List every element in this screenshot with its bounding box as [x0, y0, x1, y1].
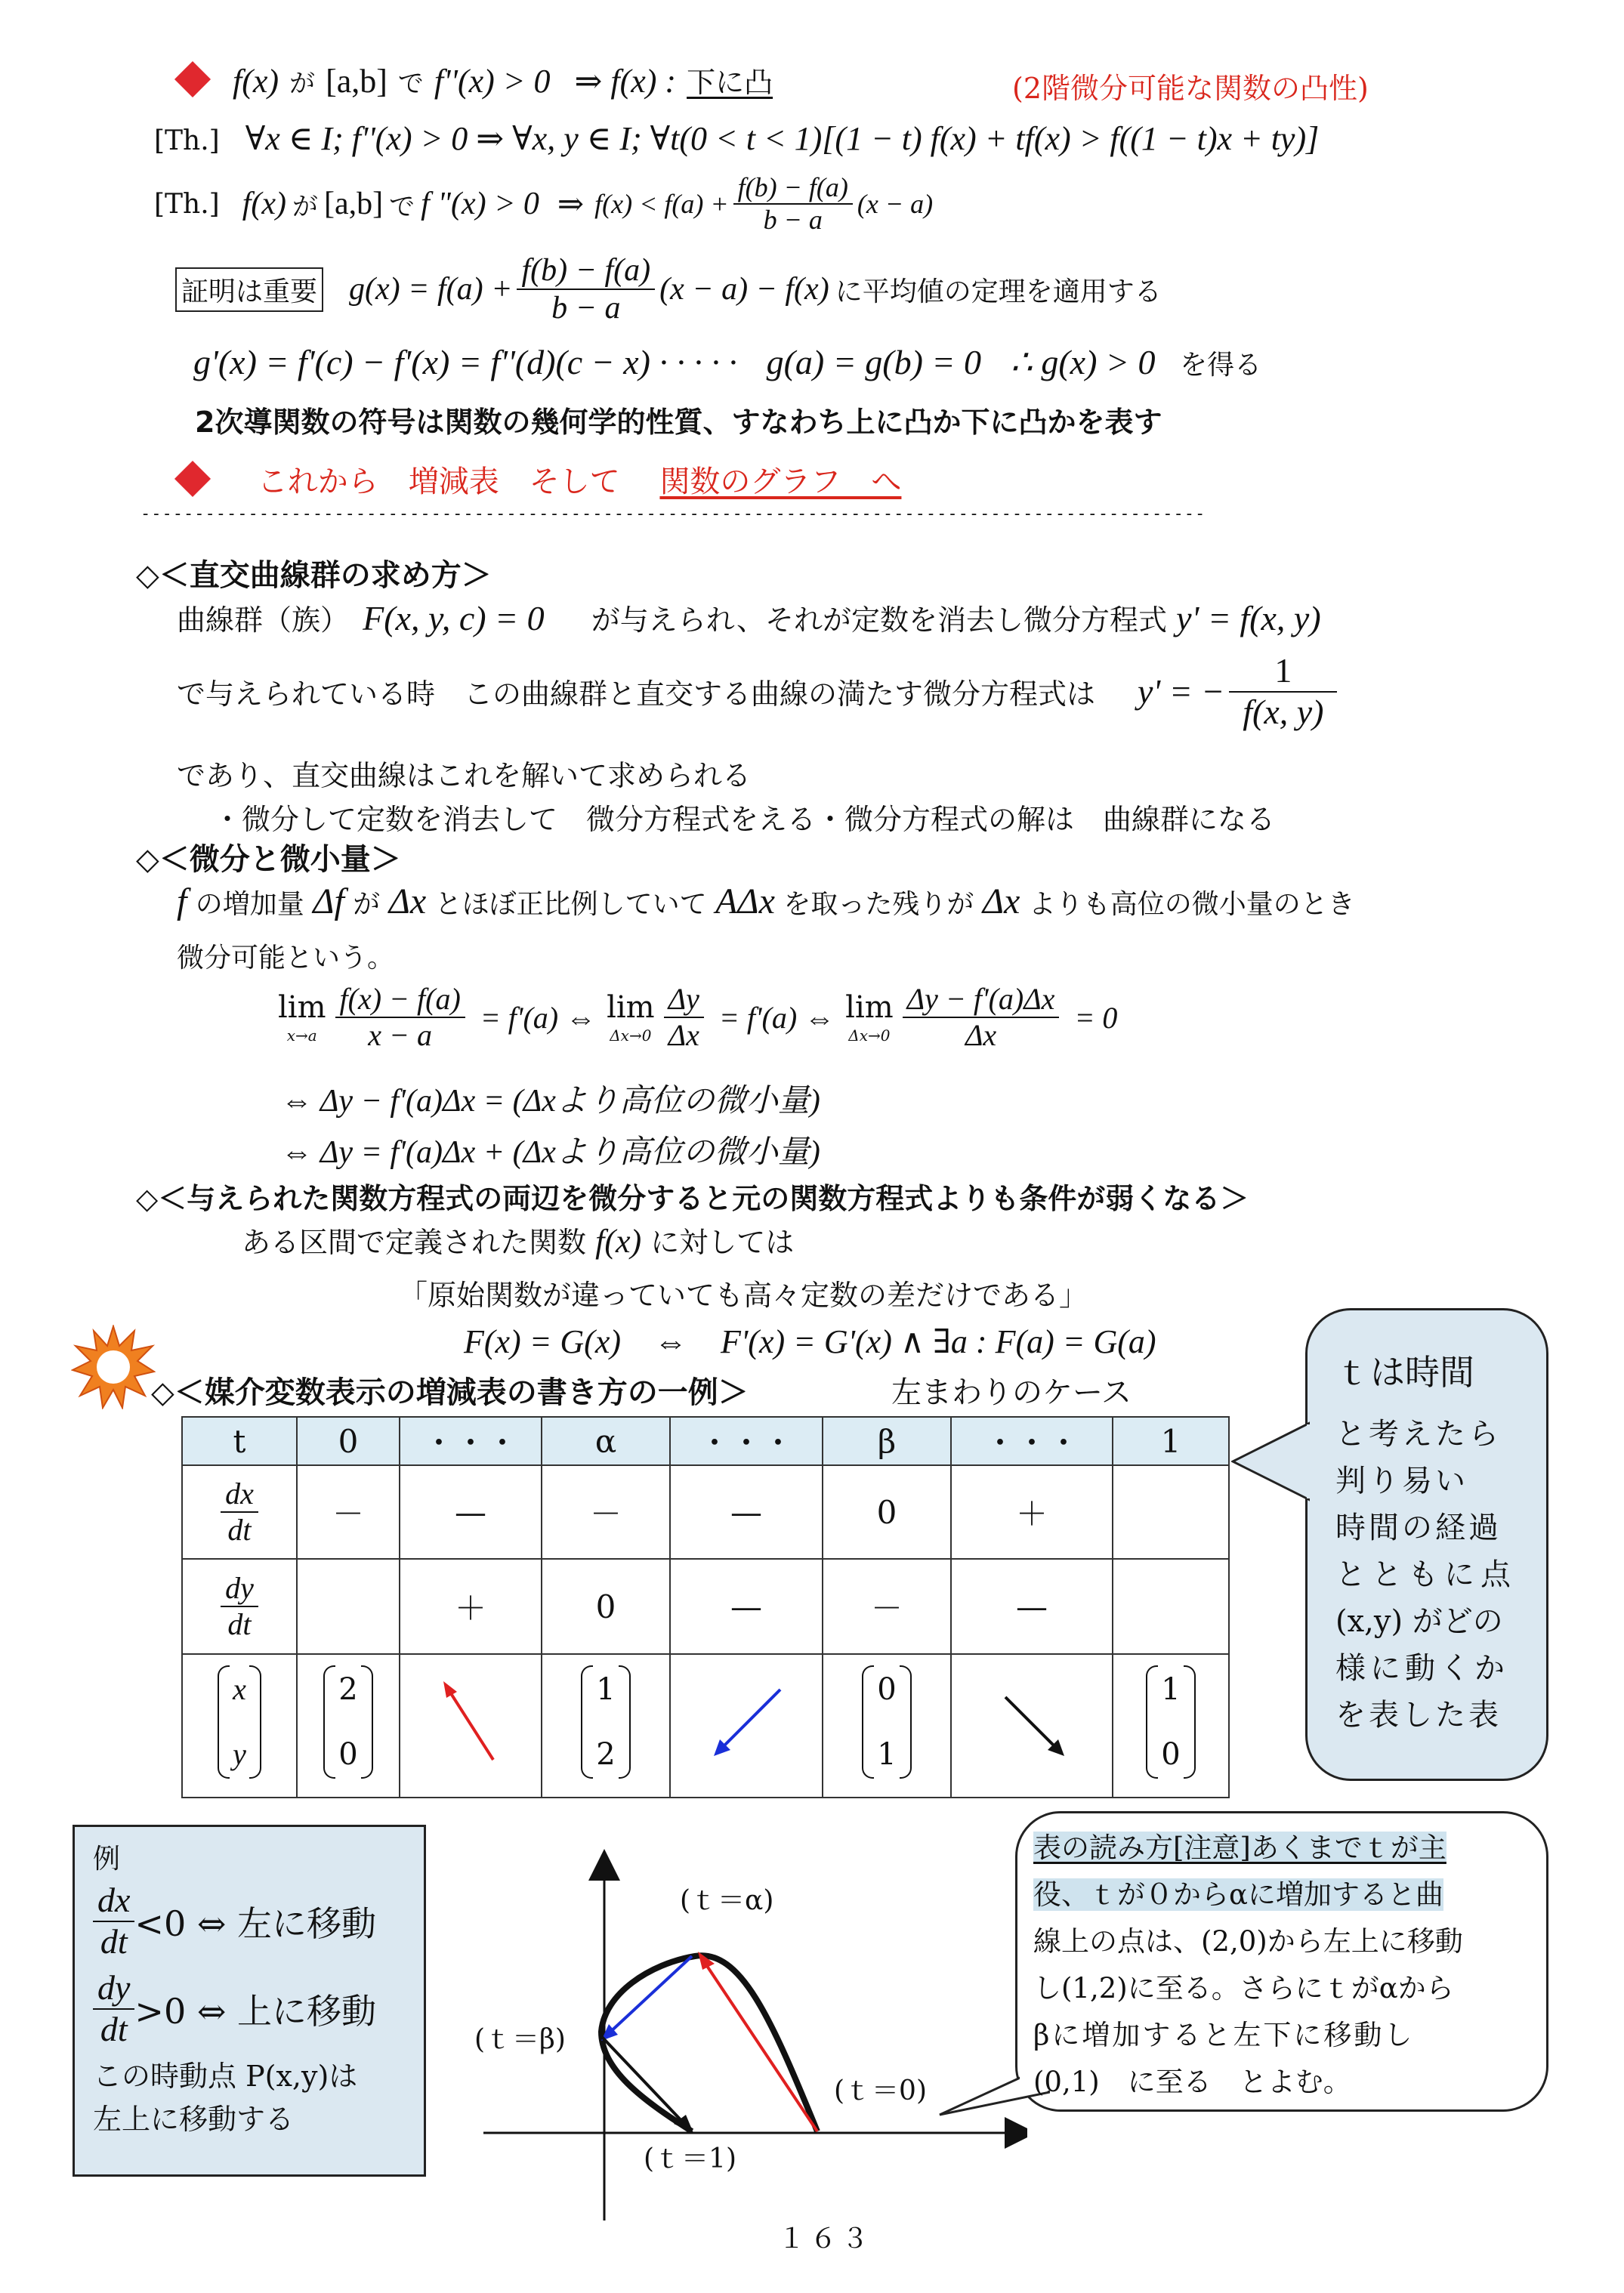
a-delta-x: AΔx	[715, 881, 775, 921]
reading-line: βに増加すると左下に移動し	[1033, 2019, 1415, 2051]
ortho-line-1	[177, 597, 1321, 638]
curve	[601, 1955, 817, 2131]
header-cell: 1	[1113, 1417, 1229, 1465]
time-bubble-text	[1335, 1349, 1517, 1739]
remainder-ratio: $\frac{\Delta y - f'(a)\Delta x}{\Delta x}$	[903, 982, 1060, 1053]
table-cell: 0	[542, 1559, 670, 1654]
red-chord-arrow	[702, 1959, 817, 2131]
dydt-label: $\frac{dy}{dt}$	[182, 1559, 297, 1654]
funceq-heading: ◇＜与えられた関数方程式の両辺を微分すると元の関数方程式よりも条件が弱くなる＞	[136, 1182, 1249, 1215]
point-t1: 1 0	[1113, 1654, 1229, 1798]
point-talpha: 1 2	[542, 1654, 670, 1798]
second-derivative-meaning: 2次導関数の符号は関数の幾何学的性質、すなわち上に凸か下に凸かを表す	[195, 406, 1162, 439]
bubble-line: 様に動くか	[1335, 1651, 1509, 1686]
bubble-line: 判り易い	[1335, 1464, 1468, 1498]
ortho-line-1-text: が与えられ、それが定数を消去し微分方程式	[591, 603, 1167, 637]
implies: ⇒	[557, 187, 585, 223]
ortho-heading: ◇＜直交曲線群の求め方＞	[136, 558, 492, 593]
second-derivative-condition: f "(x) > 0	[421, 187, 539, 222]
proportional: とほぼ正比例していて	[434, 889, 707, 920]
next-topics-text: これから 増減表 そして	[257, 464, 650, 499]
diff-line-4: ⇔ Δy − f'(a)Δx = (Δxより高位の微小量)	[281, 1084, 820, 1119]
arrow-down-right-icon	[951, 1654, 1113, 1798]
arrow-up-left-icon	[400, 1654, 542, 1798]
equals-fprime: = f'(a) ⇔	[718, 1000, 835, 1035]
diff-line-2: 微分可能という。	[177, 943, 395, 974]
g-endpoints: g(a) = g(b) = 0	[766, 343, 981, 381]
table-cell: －	[297, 1465, 400, 1559]
example-title: 例	[93, 1844, 121, 1875]
interval: [a,b]	[326, 63, 387, 100]
bubble-line: ｔは時間	[1335, 1352, 1474, 1393]
page-number: １６３	[778, 2224, 874, 2254]
table-cell	[297, 1559, 400, 1654]
next-topics	[180, 458, 901, 501]
black-chord-arrow	[601, 2036, 686, 2125]
theorem-label: [Th.]	[154, 125, 220, 156]
de: で	[389, 191, 415, 222]
header-cell: ・・・	[400, 1417, 542, 1465]
next-graph-link: 関数のグラフ へ	[659, 464, 902, 499]
starburst-icon	[71, 1325, 156, 1409]
param-heading: ◇＜媒介変数表示の増減表の書き方の一例＞	[151, 1375, 749, 1410]
diamond-bullet-icon	[174, 61, 211, 97]
label-t-alpha: (ｔ＝α)	[680, 1885, 774, 1916]
theorem-label: [Th.]	[154, 188, 220, 220]
equals-fprime: = f'(a) ⇔	[480, 1000, 597, 1035]
table-cell: ＋	[951, 1465, 1113, 1559]
table-cell	[1113, 1559, 1229, 1654]
label-t-beta: (ｔ＝β)	[474, 2024, 566, 2055]
label-t-zero: (ｔ＝0)	[834, 2075, 927, 2106]
g-slope: $\frac{f(b) - f(a)}{b - a}$	[517, 252, 655, 327]
header-cell: 0	[297, 1417, 400, 1465]
curve-family: 曲線群（族）	[177, 603, 350, 637]
table-row-dxdt	[182, 1465, 1229, 1559]
delta-ratio: $\frac{\Delta y}{\Delta x}$	[664, 982, 704, 1053]
header-cell: t	[182, 1417, 297, 1465]
diff-line-1	[177, 881, 1355, 922]
interval: [a,b]	[324, 187, 384, 222]
table-cell: —	[670, 1559, 823, 1654]
example-line-4: 左上に移動する	[93, 2102, 295, 2136]
limit-3: lim Δx→0	[845, 990, 894, 1045]
de: で	[397, 69, 424, 99]
apply-mvt: に平均値の定理を適用する	[835, 276, 1162, 307]
header-cell: α	[542, 1417, 670, 1465]
convex-down: 下に凸	[687, 66, 773, 99]
table-row-dydt	[182, 1559, 1229, 1654]
funceq-line-3: F(x) = G(x) ⇔ F'(x) = G'(x) ∧ ∃a : F(a) = G(a)	[464, 1323, 1156, 1360]
example-dy: $\frac{dy}{dt}$ >0 ⇔ 上に移動	[93, 1968, 424, 2050]
proof-line	[175, 252, 1162, 327]
g-definition: g(x) = f(a) +	[349, 272, 513, 307]
table-cell: ＋	[400, 1559, 542, 1654]
param-case: 左まわりのケース	[891, 1375, 1132, 1410]
point-t0: 2 0	[297, 1654, 400, 1798]
convexity-line	[180, 59, 773, 100]
chord-slope: $\frac{f(b) - f(a)}{b - a}$	[733, 172, 853, 236]
diffeq: y' = f(x, y)	[1176, 599, 1321, 637]
dashed-separator: ---------------------------------------------------------------------------------------------------	[140, 505, 1206, 523]
f-symbol: f	[177, 881, 187, 921]
table-cell: —	[400, 1465, 542, 1559]
diff-heading: ◇＜微分と微小量＞	[136, 842, 401, 877]
fx: f(x)	[595, 1223, 642, 1260]
ortho-line-3: であり、直交曲線はこれを解いて求められる	[177, 759, 752, 792]
ortho-line-2	[177, 651, 1341, 733]
ga: が	[292, 191, 319, 222]
delta-x: Δx	[982, 881, 1020, 921]
table-cell: 0	[823, 1465, 951, 1559]
parametric-increase-table	[181, 1416, 1230, 1798]
limit-2: lim Δx→0	[607, 990, 655, 1045]
table-row-point	[182, 1654, 1229, 1798]
obtain: を得る	[1180, 350, 1262, 381]
reading-line: 線上の点は、(2,0)から左上に移動	[1033, 1925, 1463, 1958]
bubble-line: とともに点	[1335, 1557, 1517, 1592]
ga: が	[353, 889, 381, 920]
reading-note-text	[1033, 1825, 1463, 2106]
limit-1: lim x→a	[278, 990, 326, 1045]
remainder: を取った残りが	[783, 889, 974, 920]
diamond-bullet-icon	[174, 461, 211, 497]
dy-relation: >0 ⇔ 上に移動	[134, 1990, 377, 2032]
bubble-line: 時間の経過	[1335, 1511, 1502, 1545]
limit-equivalence	[278, 982, 1117, 1053]
ortho-diffeq-lhs: y' = −	[1138, 672, 1225, 711]
chord-lhs: f(x) < f(a) +	[594, 189, 729, 220]
interval-function: ある区間で定義された関数	[242, 1226, 587, 1259]
funceq-line-1	[242, 1219, 794, 1261]
diff-line-5: ⇔ Δy = f'(a)Δx + (Δxより高位の微小量)	[281, 1135, 820, 1170]
equals-zero: = 0	[1074, 1000, 1118, 1035]
higher-order: よりも高位の微小量のとき	[1028, 889, 1355, 920]
second-derivative-condition: f''(x) > 0	[434, 63, 551, 100]
fx: f(x)	[233, 63, 279, 100]
bubble-pointer	[1231, 1420, 1310, 1503]
funceq-line-2: 「原始関数が違っていても高々定数の差だけである」	[399, 1279, 1088, 1312]
increment: の増加量	[195, 889, 304, 920]
reading-line: 役、ｔが０からαに増加すると曲	[1033, 1878, 1443, 1911]
header-cell: ・・・	[670, 1417, 823, 1465]
g-positive: ∴ g(x) > 0	[1010, 343, 1156, 381]
g-prime: g'(x) = f'(c) − f'(x) = f''(d)(c − x) · · · · ·	[193, 343, 737, 381]
arrow-down-left-icon	[670, 1654, 823, 1798]
family-equation: F(x, y, c) = 0	[363, 599, 545, 637]
delta-x: Δx	[388, 881, 427, 921]
fx: f(x)	[242, 187, 287, 222]
g-rest: (x − a) − f(x)	[659, 272, 829, 307]
table-cell: －	[823, 1559, 951, 1654]
table-cell: —	[951, 1559, 1113, 1654]
dx-relation: <0 ⇔ 左に移動	[134, 1903, 377, 1944]
difference-quotient: $\frac{f(x) - f(a)}{x - a}$	[335, 982, 465, 1053]
implies-fx: ⇒ f(x) :	[574, 63, 677, 100]
reading-line: し(1,2)に至る。さらにｔがαから	[1033, 1972, 1454, 2004]
table-header-row	[182, 1417, 1229, 1465]
dxdt-label: $\frac{dx}{dt}$	[182, 1465, 297, 1559]
theorem-1	[154, 119, 1319, 158]
ga: が	[289, 69, 316, 99]
point-tbeta: 0 1	[823, 1654, 951, 1798]
theorem-2	[154, 172, 933, 236]
convexity-note: (2階微分可能な関数の凸性)	[1012, 72, 1369, 105]
chord-factor: (x − a)	[857, 189, 934, 220]
label-t-one: (ｔ＝1)	[644, 2143, 736, 2174]
header-cell: ・・・	[951, 1417, 1113, 1465]
delta-f: Δf	[313, 881, 344, 921]
table-cell: —	[670, 1465, 823, 1559]
example-line-3: この時動点 P(x,y)は	[93, 2059, 358, 2093]
bubble-line: を表した表	[1335, 1698, 1502, 1733]
ortho-line-2-text: で与えられている時 この曲線群と直交する曲線の満たす微分方程式は	[177, 677, 1096, 711]
bubble-line: と考えたら	[1335, 1417, 1502, 1452]
proof-important-box: 証明は重要	[175, 267, 323, 312]
ortho-line-4: ・微分して定数を消去して 微分方程式をえる・微分方程式の解は 曲線群になる	[213, 803, 1276, 836]
for: に対しては	[650, 1226, 795, 1259]
point-label: x y	[182, 1654, 297, 1798]
theorem-1-formula: ∀x ∈ I; f''(x) > 0 ⇒ ∀x, y ∈ I; ∀t(0 < t < 1)[(1 − t) f(x) + tf(x) > f((1 − t)x + ty)]	[245, 120, 1320, 157]
table-cell: －	[542, 1465, 670, 1559]
header-cell: β	[823, 1417, 951, 1465]
table-cell	[1113, 1465, 1229, 1559]
g-derivative-line	[193, 341, 1261, 382]
example-box	[73, 1825, 426, 2177]
ortho-diffeq-frac: $\frac{1}{f(x, y)}$	[1229, 651, 1337, 733]
bubble-line: (x,y) がどの	[1335, 1604, 1503, 1639]
example-dx: $\frac{dx}{dt}$ <0 ⇔ 左に移動	[93, 1881, 424, 1962]
reading-line: 表の読み方[注意]あくまでｔが主	[1033, 1832, 1446, 1864]
reading-line: (0,1) に至る とよむ。	[1033, 2066, 1351, 2098]
